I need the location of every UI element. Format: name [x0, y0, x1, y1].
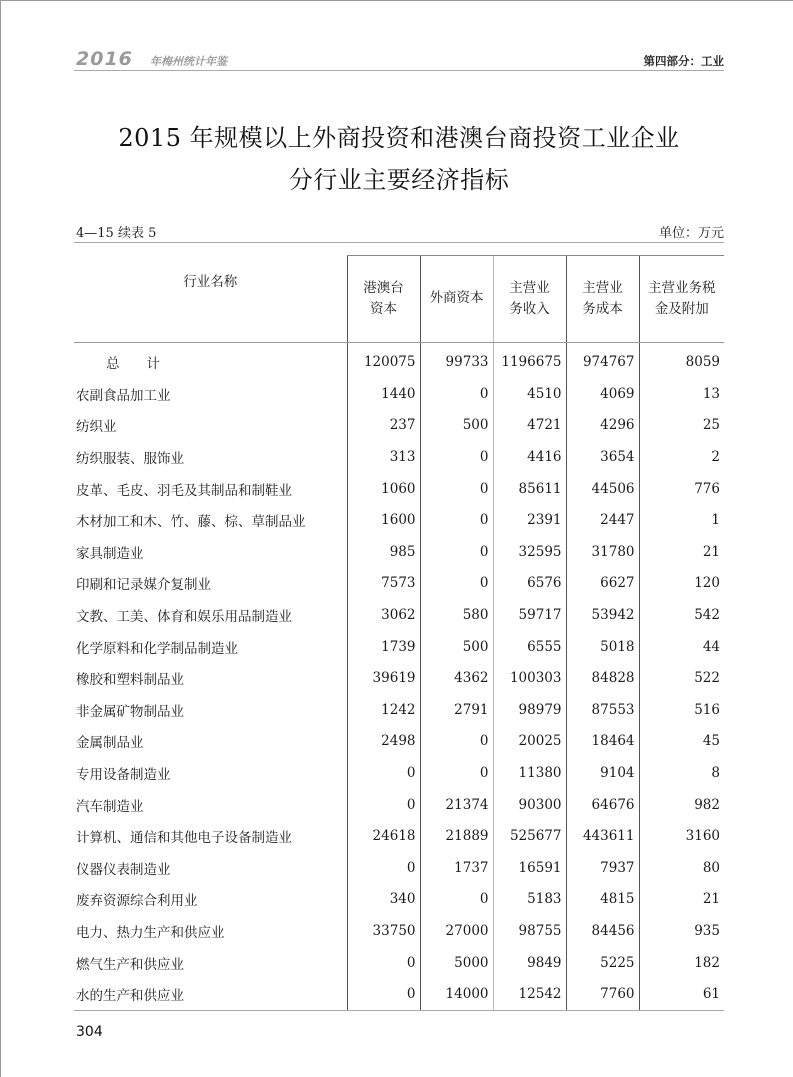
- main-business-tax-cell: 182: [639, 947, 724, 979]
- main-business-tax-cell: 21: [639, 884, 724, 916]
- table-row: [74, 631, 724, 663]
- main-business-revenue-cell: 98979: [493, 694, 566, 726]
- table-row: [74, 504, 724, 536]
- running-header: [74, 48, 724, 71]
- table-row: [74, 789, 724, 821]
- column-header-line-2: 金及附加: [654, 300, 709, 317]
- hk-macao-taiwan-capital-cell: 340: [347, 884, 420, 916]
- page-title-line-2: 分行业主要经济指标: [288, 166, 510, 194]
- main-business-revenue-cell: 85611: [493, 473, 566, 505]
- industry-name-cell: [74, 757, 347, 789]
- hk-macao-taiwan-capital-cell: 7573: [347, 568, 420, 600]
- industry-name: 燃气生产和供应业: [76, 956, 184, 973]
- foreign-capital-cell: 0: [420, 441, 493, 473]
- main-business-revenue-cell: 12542: [493, 978, 566, 1010]
- main-business-cost-cell: 974767: [566, 342, 639, 378]
- section-label: 第四部分：工业: [643, 54, 724, 68]
- main-business-cost-cell: 4296: [566, 410, 639, 442]
- industry-name: 非金属矿物制品业: [76, 703, 184, 720]
- main-business-revenue-cell: 32595: [493, 536, 566, 568]
- main-business-revenue-cell: 5183: [493, 884, 566, 916]
- table-row: [74, 884, 724, 916]
- main-business-revenue-cell: 525677: [493, 820, 566, 852]
- foreign-capital-cell: 4362: [420, 662, 493, 694]
- main-business-cost-cell: 31780: [566, 536, 639, 568]
- total-row: [74, 342, 724, 378]
- hk-macao-taiwan-capital-cell: 33750: [347, 915, 420, 947]
- main-business-cost-cell: 443611: [566, 820, 639, 852]
- foreign-capital-cell: 0: [420, 504, 493, 536]
- industry-name-cell: [74, 947, 347, 979]
- industry-name: 化学原料和化学制品制造业: [76, 640, 238, 657]
- main-business-cost-cell: 7937: [566, 852, 639, 884]
- main-business-tax-cell: 3160: [639, 820, 724, 852]
- foreign-capital-cell: 0: [420, 884, 493, 916]
- industry-name-cell: [74, 978, 347, 1010]
- main-business-revenue-cell: 4510: [493, 378, 566, 410]
- table-row: [74, 694, 724, 726]
- main-business-revenue-cell: 1196675: [493, 342, 566, 378]
- table-row: [74, 726, 724, 758]
- industry-name-cell: [74, 820, 347, 852]
- col-main-business-revenue: [493, 256, 566, 343]
- hk-macao-taiwan-capital-cell: 39619: [347, 662, 420, 694]
- table-row: [74, 536, 724, 568]
- main-business-revenue-cell: 9849: [493, 947, 566, 979]
- main-business-revenue-cell: 100303: [493, 662, 566, 694]
- main-business-tax-cell: 21: [639, 536, 724, 568]
- industry-name-cell: [74, 726, 347, 758]
- main-business-cost-cell: 7760: [566, 978, 639, 1010]
- industry-name: 文教、工美、体育和娱乐用品制造业: [76, 609, 292, 626]
- main-business-tax-cell: 25: [639, 410, 724, 442]
- foreign-capital-cell: 99733: [420, 342, 493, 378]
- industry-name: 皮革、毛皮、羽毛及其制品和制鞋业: [76, 482, 292, 499]
- main-business-revenue-cell: 90300: [493, 789, 566, 821]
- column-header-line-1: 港澳台: [363, 279, 404, 296]
- hk-macao-taiwan-capital-cell: 1600: [347, 504, 420, 536]
- main-business-revenue-cell: 4721: [493, 410, 566, 442]
- foreign-capital-cell: 5000: [420, 947, 493, 979]
- foreign-capital-cell: 1737: [420, 852, 493, 884]
- col-main-business-tax: [639, 256, 724, 343]
- main-business-cost-cell: 2447: [566, 504, 639, 536]
- industry-name: 金属制品业: [76, 735, 144, 752]
- column-header-line-1: 主营业: [582, 279, 623, 296]
- yearbook-year: 2016: [76, 48, 133, 70]
- table-row: [74, 378, 724, 410]
- main-business-cost-cell: 64676: [566, 789, 639, 821]
- foreign-capital-cell: 21374: [420, 789, 493, 821]
- table-row: [74, 662, 724, 694]
- foreign-capital-cell: 0: [420, 536, 493, 568]
- industry-name: 汽车制造业: [76, 798, 144, 815]
- table-body: [74, 342, 724, 1010]
- yearbook-name: 年梅州统计年鉴: [150, 55, 227, 68]
- hk-macao-taiwan-capital-cell: 24618: [347, 820, 420, 852]
- foreign-capital-cell: 27000: [420, 915, 493, 947]
- industry-name: 纺织业: [76, 419, 117, 436]
- main-business-tax-cell: 1: [639, 504, 724, 536]
- table-row: [74, 410, 724, 442]
- main-business-cost-cell: 3654: [566, 441, 639, 473]
- industry-name-cell: [74, 342, 347, 378]
- foreign-capital-cell: 0: [420, 473, 493, 505]
- industry-name: 废弃资源综合利用业: [76, 893, 198, 910]
- main-business-cost-cell: 5225: [566, 947, 639, 979]
- industry-name-cell: [74, 410, 347, 442]
- industry-name: 水的生产和供应业: [76, 988, 184, 1005]
- main-business-tax-cell: 8: [639, 757, 724, 789]
- hk-macao-taiwan-capital-cell: 2498: [347, 726, 420, 758]
- table-number: 4—15 续表 5: [76, 226, 157, 241]
- main-business-tax-cell: 522: [639, 662, 724, 694]
- foreign-capital-cell: 0: [420, 568, 493, 600]
- main-business-revenue-cell: 6555: [493, 631, 566, 663]
- column-header-line-1: 外商资本: [429, 290, 484, 307]
- industry-name-cell: [74, 504, 347, 536]
- table-row: [74, 757, 724, 789]
- industry-name-cell: [74, 915, 347, 947]
- main-business-tax-cell: 982: [639, 789, 724, 821]
- hk-macao-taiwan-capital-cell: 1739: [347, 631, 420, 663]
- industry-name-cell: [74, 536, 347, 568]
- industry-name-cell: [74, 884, 347, 916]
- industry-name: 仪器仪表制造业: [76, 861, 171, 878]
- hk-macao-taiwan-capital-cell: 985: [347, 536, 420, 568]
- table-row: [74, 852, 724, 884]
- industry-name-cell: [74, 599, 347, 631]
- main-business-revenue-cell: 59717: [493, 599, 566, 631]
- main-business-cost-cell: 87553: [566, 694, 639, 726]
- main-business-revenue-cell: 20025: [493, 726, 566, 758]
- main-business-cost-cell: 5018: [566, 631, 639, 663]
- hk-macao-taiwan-capital-cell: 0: [347, 789, 420, 821]
- main-business-tax-cell: 935: [639, 915, 724, 947]
- col-foreign-capital: [420, 256, 493, 343]
- main-business-tax-cell: 44: [639, 631, 724, 663]
- main-business-revenue-cell: 16591: [493, 852, 566, 884]
- table-row: [74, 820, 724, 852]
- page-number: 304: [76, 1024, 103, 1040]
- main-business-tax-cell: 13: [639, 378, 724, 410]
- col-industry-name: [74, 256, 347, 343]
- hk-macao-taiwan-capital-cell: 237: [347, 410, 420, 442]
- main-business-cost-cell: 18464: [566, 726, 639, 758]
- industry-name: 家具制造业: [76, 545, 144, 562]
- table-row: [74, 599, 724, 631]
- industry-name: 橡胶和塑料制品业: [76, 672, 184, 689]
- hk-macao-taiwan-capital-cell: 0: [347, 852, 420, 884]
- main-business-revenue-cell: 4416: [493, 441, 566, 473]
- table-row: [74, 978, 724, 1010]
- main-business-tax-cell: 776: [639, 473, 724, 505]
- hk-macao-taiwan-capital-cell: 1242: [347, 694, 420, 726]
- hk-macao-taiwan-capital-cell: 1060: [347, 473, 420, 505]
- main-business-cost-cell: 9104: [566, 757, 639, 789]
- foreign-capital-cell: 500: [420, 410, 493, 442]
- industry-name: 印刷和记录媒介复制业: [76, 577, 211, 594]
- table-row: [74, 441, 724, 473]
- industry-name-cell: [74, 852, 347, 884]
- main-business-tax-cell: 8059: [639, 342, 724, 378]
- column-header-line-1: 主营业务税: [648, 279, 716, 296]
- hk-macao-taiwan-capital-cell: 120075: [347, 342, 420, 378]
- column-header-line-2: 务成本: [582, 300, 623, 317]
- total-label: 总 计: [106, 356, 160, 373]
- foreign-capital-cell: 0: [420, 726, 493, 758]
- main-business-tax-cell: 61: [639, 978, 724, 1010]
- industry-name: 农副食品加工业: [76, 387, 171, 404]
- main-business-tax-cell: 80: [639, 852, 724, 884]
- main-business-cost-cell: 4815: [566, 884, 639, 916]
- table-header-row: [74, 256, 724, 343]
- hk-macao-taiwan-capital-cell: 0: [347, 947, 420, 979]
- column-header-line-2: 务收入: [509, 300, 550, 317]
- industry-name-cell: [74, 473, 347, 505]
- col-hk-macao-taiwan-capital: [347, 256, 420, 343]
- foreign-capital-cell: 14000: [420, 978, 493, 1010]
- foreign-capital-cell: 0: [420, 378, 493, 410]
- industry-name-cell: [74, 662, 347, 694]
- main-business-cost-cell: 6627: [566, 568, 639, 600]
- foreign-capital-cell: 2791: [420, 694, 493, 726]
- col-main-business-cost: [566, 256, 639, 343]
- table-row: [74, 947, 724, 979]
- page-title-line-1: 2015 年规模以上外商投资和港澳台商投资工业企业: [118, 124, 680, 152]
- column-header-line-2: 资本: [370, 300, 397, 317]
- main-business-tax-cell: 45: [639, 726, 724, 758]
- main-business-tax-cell: 2: [639, 441, 724, 473]
- main-business-revenue-cell: 11380: [493, 757, 566, 789]
- industry-name: 纺织服装、服饰业: [76, 451, 184, 468]
- foreign-capital-cell: 580: [420, 599, 493, 631]
- main-business-tax-cell: 542: [639, 599, 724, 631]
- foreign-capital-cell: 0: [420, 757, 493, 789]
- main-business-revenue-cell: 6576: [493, 568, 566, 600]
- unit-label: 单位：万元: [658, 226, 724, 241]
- industry-name-cell: [74, 441, 347, 473]
- main-business-tax-cell: 120: [639, 568, 724, 600]
- column-header-line-1: 行业名称: [183, 273, 238, 290]
- industry-name-cell: [74, 378, 347, 410]
- hk-macao-taiwan-capital-cell: 3062: [347, 599, 420, 631]
- industry-name: 计算机、通信和其他电子设备制造业: [76, 830, 292, 847]
- main-business-cost-cell: 4069: [566, 378, 639, 410]
- hk-macao-taiwan-capital-cell: 0: [347, 978, 420, 1010]
- main-business-cost-cell: 53942: [566, 599, 639, 631]
- hk-macao-taiwan-capital-cell: 313: [347, 441, 420, 473]
- hk-macao-taiwan-capital-cell: 0: [347, 757, 420, 789]
- industry-name: 电力、热力生产和供应业: [76, 924, 225, 941]
- industry-name: 木材加工和木、竹、藤、棕、草制品业: [76, 514, 306, 531]
- main-business-revenue-cell: 98755: [493, 915, 566, 947]
- data-table: [74, 255, 724, 1011]
- industry-name-cell: [74, 631, 347, 663]
- main-business-cost-cell: 84456: [566, 915, 639, 947]
- main-business-cost-cell: 84828: [566, 662, 639, 694]
- foreign-capital-cell: 500: [420, 631, 493, 663]
- industry-name-cell: [74, 694, 347, 726]
- hk-macao-taiwan-capital-cell: 1440: [347, 378, 420, 410]
- main-business-tax-cell: 516: [639, 694, 724, 726]
- table-row: [74, 568, 724, 600]
- table-subheader: [74, 222, 724, 243]
- industry-name: 专用设备制造业: [76, 767, 171, 784]
- industry-name-cell: [74, 568, 347, 600]
- main-business-cost-cell: 44506: [566, 473, 639, 505]
- table-row: [74, 915, 724, 947]
- table-row: [74, 473, 724, 505]
- industry-name-cell: [74, 789, 347, 821]
- foreign-capital-cell: 21889: [420, 820, 493, 852]
- main-business-revenue-cell: 2391: [493, 504, 566, 536]
- column-header-line-1: 主营业: [509, 279, 550, 296]
